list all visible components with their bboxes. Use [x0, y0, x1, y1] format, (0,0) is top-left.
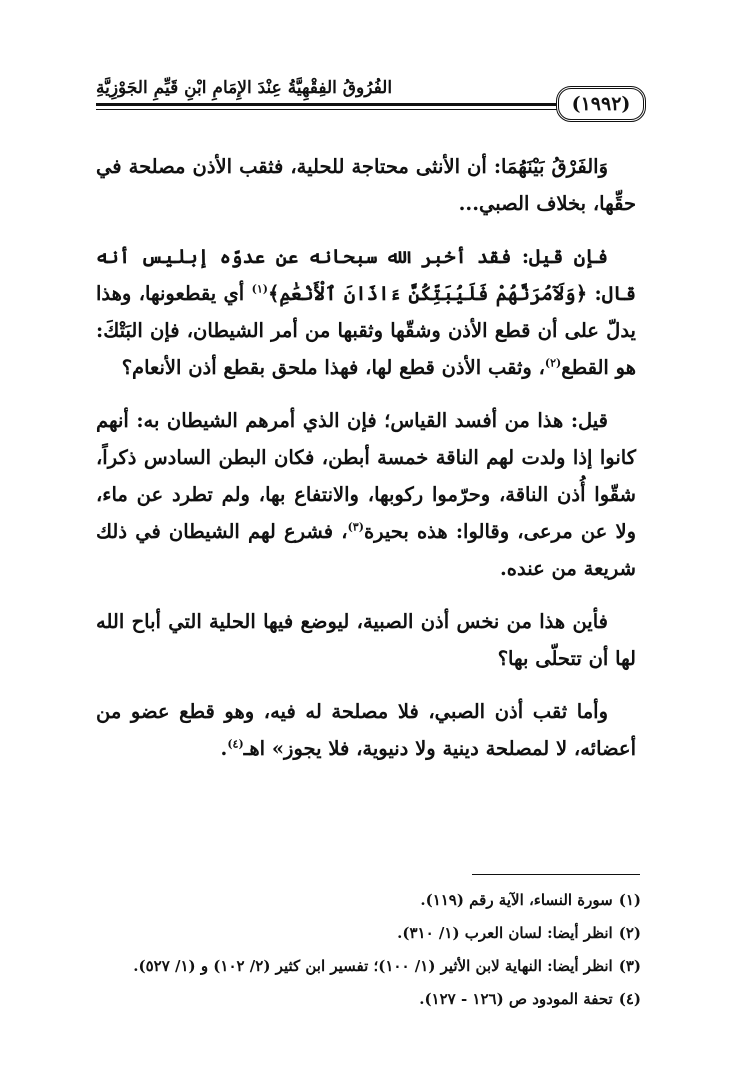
footnote-number: (٢)	[618, 924, 641, 942]
paragraph-lead: قيل:	[570, 409, 608, 432]
paragraph-1	[96, 148, 636, 222]
footnote-item	[96, 917, 641, 950]
paragraph-text: أي يقطعونها، وهذا يدلّ على أن قطع الأذن وشقّها وثقبها من أمر الشيطان، فإن البَتْكَ: هو القطع	[96, 282, 636, 379]
footnote-text: انظر أيضا: لسان العرب (١/ ٣١٠).	[397, 924, 613, 942]
footnote-number: (٤)	[618, 990, 641, 1008]
footnote-marker: (٤)	[227, 737, 244, 751]
footnote-item	[96, 884, 641, 917]
footnote-item	[96, 950, 641, 983]
footnote-text: انظر أيضا: النهاية لابن الأثير (١/ ١٠٠)؛ تفسير ابن كثير (٢/ ١٠٢) و (١/ ٥٢٧).	[133, 957, 613, 975]
footnote-text: تحفة المودود ص (١٢٦ - ١٢٧).	[419, 990, 613, 1008]
page-header	[96, 70, 636, 122]
paragraph-text: أن الأنثى محتاجة للحلية، فثقب الأذن مصلحة في حقِّها، بخلاف الصبي...	[96, 155, 636, 215]
paragraph-lead: فإن قيل:	[521, 245, 608, 268]
paragraph-text: ، فشرع لهم الشيطان في ذلك شريعة من عنده.	[96, 520, 636, 580]
page-number: (١٩٩٢)	[556, 86, 646, 122]
paragraph-text: فقد أخبر الله سبحانه عن عدوّه إبليس أنه قال:	[96, 245, 637, 305]
footnote-marker: (٢)	[544, 356, 562, 370]
book-title: الفُرُوقُ الفِقْهِيَّةُ عِنْدَ الإِمَامِ ابْنِ قَيِّمِ الجَوْزِيَّةِ	[96, 78, 393, 98]
paragraph-text: .	[220, 737, 228, 760]
quran-verse: ﴿وَلَآمُرَنَّهُمْ فَلَيُبَتِّكُنَّ ءَاذَانَ ٱلْأَنْعَٰمِ﴾	[267, 282, 588, 305]
paragraph-text: ، وثقب الأذن قطع لها، فهذا ملحق بقطع أذن الأنعام؟	[121, 356, 545, 379]
paragraph-5	[96, 693, 636, 767]
footnote-separator	[472, 874, 640, 875]
footnote-number: (٣)	[618, 957, 641, 975]
paragraph-text: وأما ثقب أذن الصبي، فلا مصلحة له فيه، وهو قطع عضو من أعضائه، لا لمصلحة دينية ولا دنيوية، فلا يجوز» اهـ	[96, 700, 636, 760]
body-text	[96, 148, 636, 783]
footnote-marker: (١)	[251, 282, 268, 296]
footnote-number: (١)	[618, 891, 641, 909]
paragraph-text: هذا من أفسد القياس؛ فإن الذي أمرهم الشيطان به: أنهم كانوا إذا ولدت لهم الناقة خمسة أبطن، فكان البطن السادس ذكراً، شقّوا أُذن الناقة، وحرّموا ركوبها، والانتفاع بها، ولم تطرد عن ماء، ولا عن مرعى، وقالوا: هذه بحيرة	[96, 409, 636, 543]
paragraph-3	[96, 402, 636, 587]
paragraph-text: فأين هذا من نخس أذن الصبية، ليوضع فيها الحلية التي أباح الله لها أن تتحلّى بها؟	[96, 610, 636, 670]
footnote-text: سورة النساء، الآية رقم (١١٩).	[420, 891, 613, 909]
paragraph-2	[96, 238, 636, 386]
footnote-marker: (٣)	[347, 520, 364, 534]
footnote-item	[96, 983, 641, 1016]
paragraph-4	[96, 603, 636, 677]
header-rule	[96, 103, 636, 110]
footnotes	[96, 884, 641, 1016]
paragraph-lead: وَالفَرْقُ بَيْنَهُمَا:	[493, 155, 608, 178]
